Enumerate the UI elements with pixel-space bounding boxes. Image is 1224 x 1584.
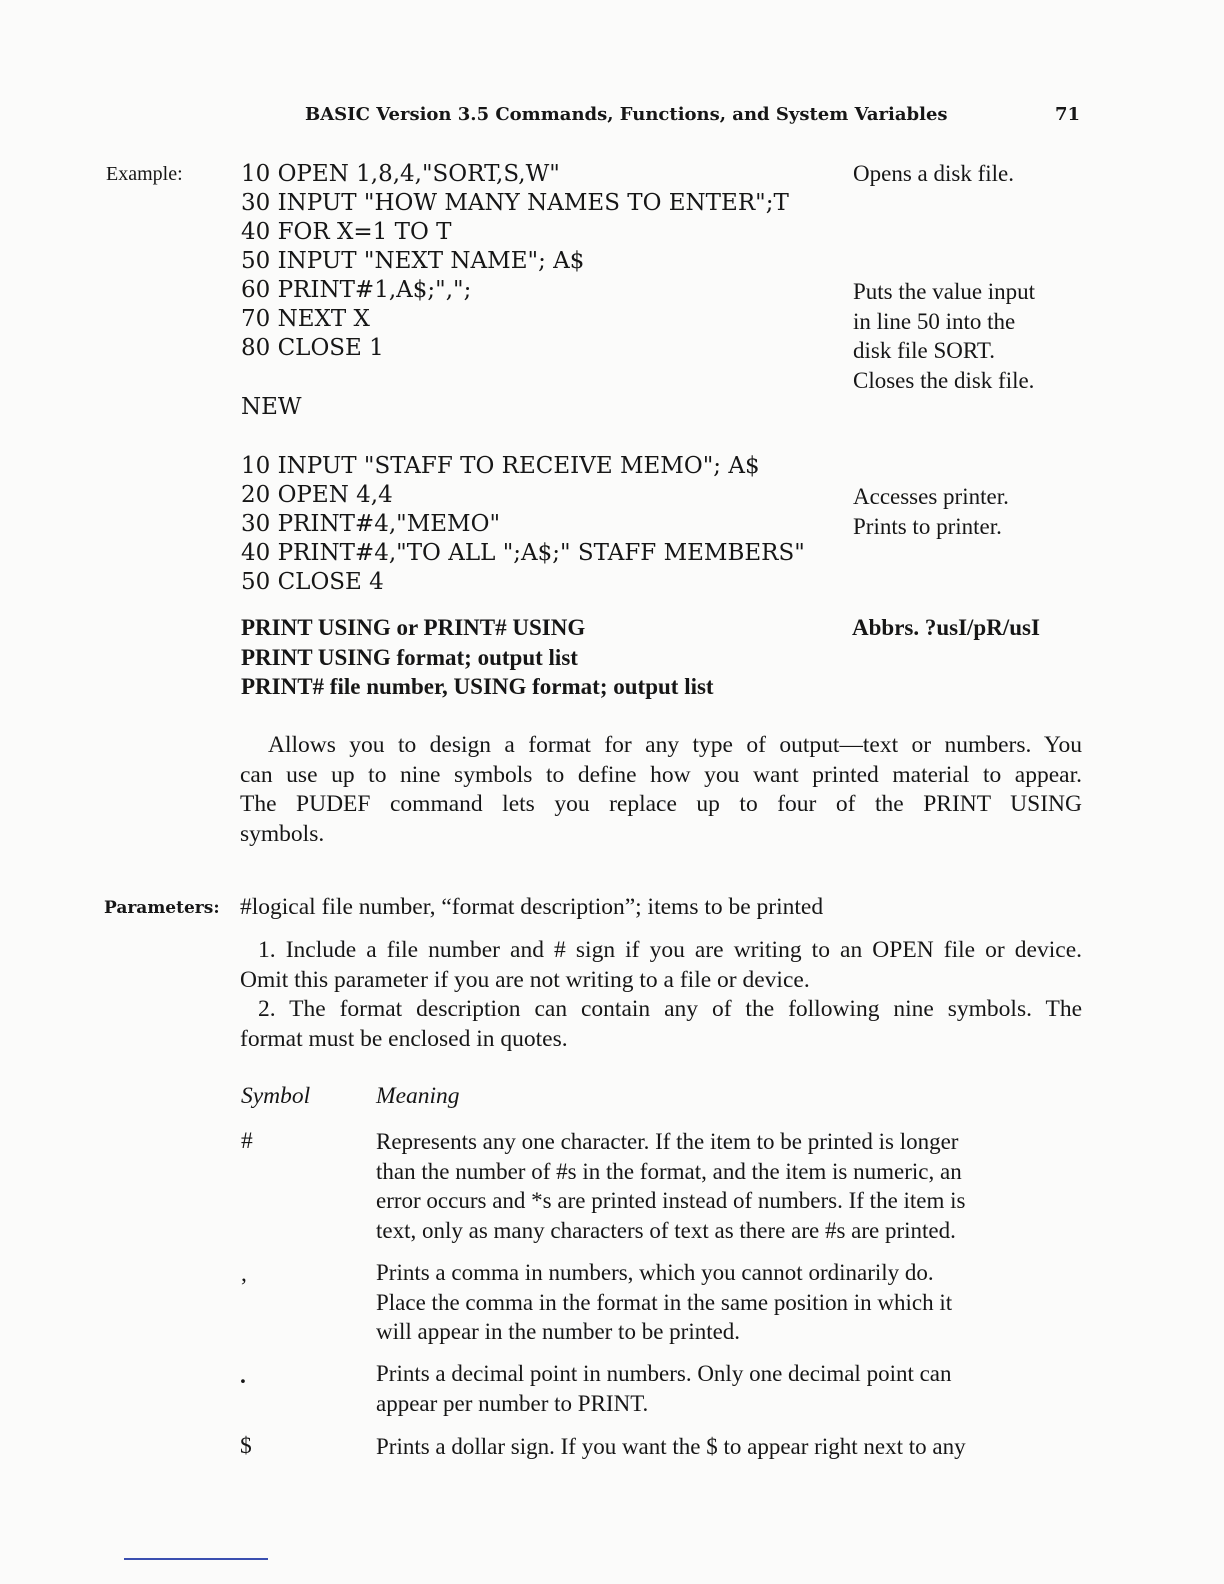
code-line: 70 NEXT X [241, 306, 370, 332]
symbol-cell: $ [240, 1433, 252, 1459]
running-header: BASIC Version 3.5 Commands, Functions, and System Variables [305, 104, 948, 125]
note-printer [853, 482, 1009, 541]
syntax-line: PRINT# file number, USING format; output list [241, 674, 714, 699]
meaning-line: Place the comma in the format in the same position in which it [376, 1289, 953, 1315]
note-opens: Opens a disk file. [853, 161, 1014, 186]
meaning-cell [376, 1258, 952, 1347]
meaning-line: Prints a decimal point in numbers. Only one decimal point can [376, 1361, 952, 1386]
page-number: 71 [1055, 104, 1081, 125]
symbol-cell: . [240, 1363, 246, 1389]
description-line: symbols. [240, 820, 325, 847]
meaning-line: text, only as many characters of text as there are #s are printed. [376, 1217, 956, 1243]
meaning-column-header: Meaning [376, 1083, 460, 1109]
example-label: Example: [106, 163, 183, 185]
meaning-cell [376, 1359, 952, 1418]
code-block-sort [241, 160, 789, 363]
code-line: 80 CLOSE 1 [241, 335, 384, 361]
note-line: in line 50 into the [853, 308, 1016, 334]
code-block-memo [241, 452, 805, 597]
description-line: can use up to nine symbols to define how you want printed material to appear. [240, 761, 1082, 788]
syntax-line: PRINT USING or PRINT# USING [241, 615, 586, 640]
footer-rule [124, 1558, 268, 1560]
code-line: 60 PRINT#1,A$;","; [241, 277, 472, 303]
code-line: 30 PRINT#4,"MEMO" [241, 511, 501, 537]
parameters-label: Parameters: [104, 898, 220, 918]
code-line: 40 PRINT#4,"TO ALL ";A$;" STAFF MEMBERS" [241, 540, 805, 566]
note-accesses: Accesses printer. [853, 484, 1009, 509]
meaning-line: Prints a dollar sign. If you want the $ to appear right next to any [376, 1434, 966, 1459]
meaning-cell [376, 1432, 966, 1462]
code-line: 10 INPUT "STAFF TO RECEIVE MEMO"; A$ [241, 453, 760, 479]
meaning-line: Represents any one character. If the item to be printed is longer [376, 1129, 959, 1154]
parameter-item-line: format must be enclosed in quotes. [240, 1025, 568, 1052]
syntax-line: PRINT USING format; output list [241, 644, 578, 670]
meaning-line: will appear in the number to be printed. [376, 1319, 741, 1344]
parameter-item-line: Omit this parameter if you are not writing to a file or device. [240, 966, 810, 993]
parameter-item-line: 2. The format description can contain any of the following nine symbols. The [258, 996, 1082, 1022]
note-puts [853, 277, 1035, 395]
note-line: disk file SORT. [853, 338, 995, 363]
description-paragraph [240, 731, 1082, 849]
meaning-cell [376, 1127, 966, 1245]
symbol-cell: , [241, 1261, 247, 1287]
parameter-item-line: 1. Include a file number and # sign if you are writing to an OPEN file or device. [258, 937, 1082, 963]
symbol-column-header: Symbol [241, 1083, 311, 1109]
symbol-cell: # [241, 1128, 253, 1154]
meaning-line: Prints a comma in numbers, which you cannot ordinarily do. [376, 1260, 934, 1285]
code-line: 30 INPUT "HOW MANY NAMES TO ENTER";T [241, 190, 789, 216]
parameters-items [240, 936, 1082, 1054]
note-prints: Prints to printer. [853, 513, 1002, 539]
command-abbreviations: Abbrs. ?usI/pR/usI [852, 615, 1040, 640]
code-line: 50 CLOSE 4 [241, 569, 384, 595]
code-line: 10 OPEN 1,8,4,"SORT,S,W" [241, 161, 560, 187]
description-line: The PUDEF command lets you replace up to four of the PRINT USING [240, 791, 1082, 817]
code-line: 50 INPUT "NEXT NAME"; A$ [241, 248, 585, 274]
meaning-line: than the number of #s in the format, and the item is numeric, an [376, 1158, 962, 1184]
description-line: Allows you to design a format for any type of output—text or numbers. You [268, 732, 1082, 758]
command-syntax [241, 613, 714, 702]
meaning-line: appear per number to PRINT. [376, 1390, 649, 1416]
code-new: NEW [241, 394, 302, 420]
code-line: 40 FOR X=1 TO T [241, 219, 452, 245]
meaning-line: error occurs and *s are printed instead of numbers. If the item is [376, 1188, 966, 1213]
code-line: 20 OPEN 4,4 [241, 482, 393, 508]
parameters-text: #logical file number, “format description”; items to be printed [240, 894, 824, 920]
note-line: Puts the value input [853, 279, 1036, 304]
note-line: Closes the disk file. [853, 367, 1035, 393]
